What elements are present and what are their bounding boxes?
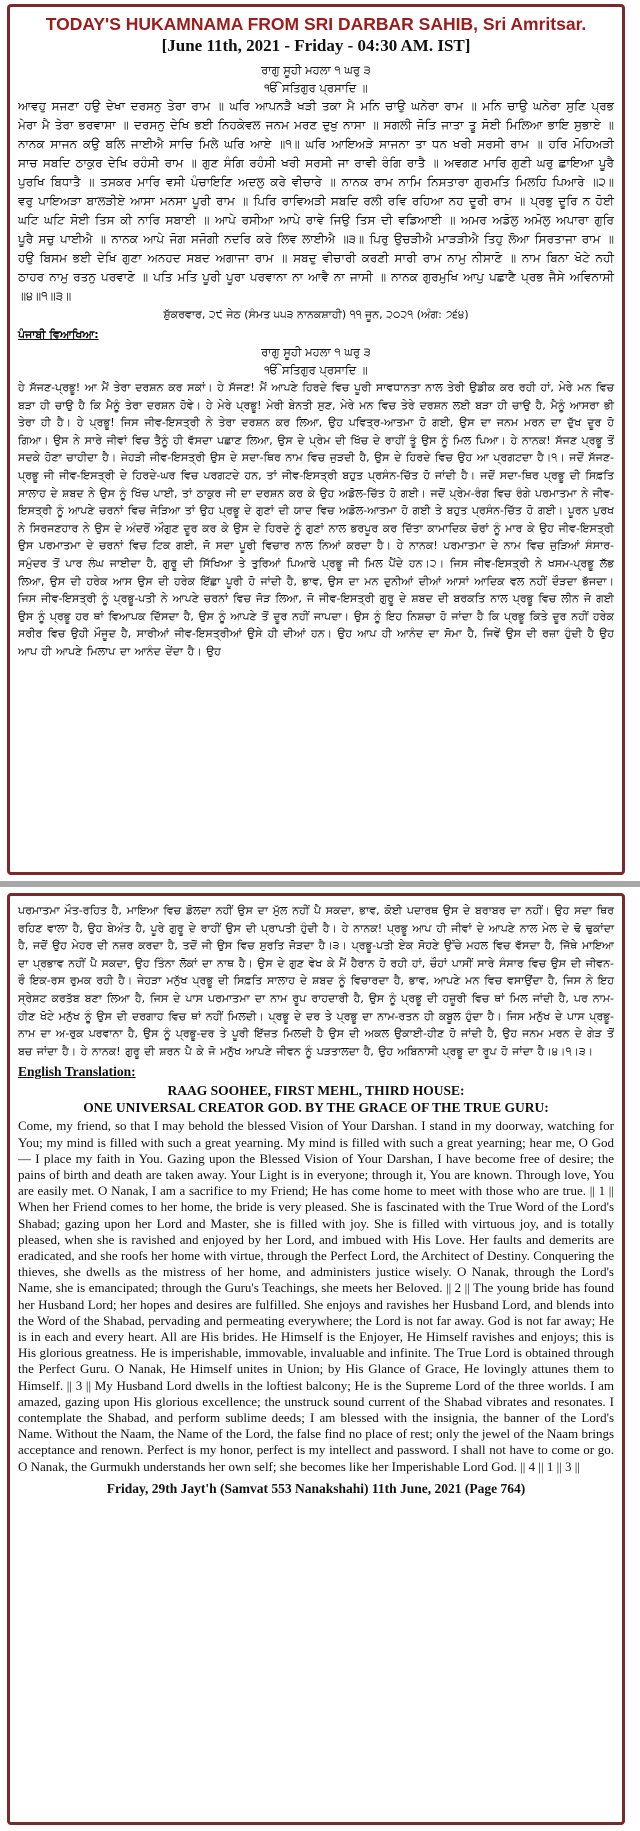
english-raag-heading: RAAG SOOHEE, FIRST MEHL, THIRD HOUSE: <box>167 1083 465 1099</box>
english-mool-heading: ONE UNIVERSAL CREATOR GOD. BY THE GRACE OF THE TRUE GURU: <box>83 1100 549 1116</box>
english-translation-text: Come, my friend, so that I may behold the blessed Vision of Your Darshan. I stand in my doorway, watching for You; my mind is filled with such a great yearning. My mind is filled with such a great yearning; hear me, O God — I place my faith in You. Gazing upon the Blessed Vision of Your Darshan, I have become free of desire; the pains of birth and death are taken away. Your Light is in everyone; through it, You are known. Through love, You are easily met. O Nanak, I am a sacrifice to my Friend; He has come home to meet with those who are true. || 1 || When her Friend comes to her home, the bride is very pleased. She is fascinated with the True Word of the Lord's Shabad; gazing upon her Lord and Master, she is filled with joy. She is filled with virtuous joy, and is totally pleased, when she is ravished and enjoyed by her Lord, and imbued with His Love. Her faults and demerits are eradicated, and she roofs her home with virtue, through the Perfect Lord, the Architect of Destiny. Conquering the thieves, she dwells as the mistress of her home, and administers justice wisely. O Nanak, through the Lord's Name, she is emancipated; through the Guru's Teachings, she meets her Beloved. || 2 || The young bride has found her Husband Lord; her hopes and desires are fulfilled. She enjoys and ravishes her Husband Lord, and blends into the Word of the Shabad, pervading and permeating everywhere; the Lord is not far away. God is not far away; He is in each and every heart. All are His brides. He Himself is the Enjoyer, He Himself ravishes and enjoys; this is His glorious greatness. He is imperishable, immovable, invaluable and infinite. The True Lord is obtained through the Perfect Guru. O Nanak, He Himself unites in Union; by His Glance of Grace, He lovingly attunes them to Himself. || 3 || My Husband Lord dwells in the loftiest balcony; He is the Supreme Lord of the three worlds. I am amazed, gazing upon His glorious excellence; the unstruck sound current of the Shabad vibrates and resonates. I contemplate the Shabad, and perform sublime deeds; I am blessed with the insignia, the banner of the Lord's Name. Without the Naam, the Name of the Lord, the false find no place of rest; only the jewel of the Naam brings acceptance and renown. Perfect is my honor, perfect is my intellect and password. I shall not have to come or go. O Nanak, the Gurmukh understands her own self; she becomes like her Imperishable Lord God. || 4 || 1 || 3 || <box>18 1118 614 1474</box>
raag-heading: ਰਾਗੁ ਸੂਹੀ ਮਹਲਾ ੧ ਘਰੁ ੩ <box>261 63 371 77</box>
hukamnama-panel-top <box>7 4 625 875</box>
punjabi-raag-heading: ਰਾਗੁ ਸੂਹੀ ਮਹਲਾ ੧ ਘਰੁ ੩ <box>261 345 371 359</box>
punjabi-explanation-part2: ਪਰਮਾਤਮਾ ਮੌਤ-ਰਹਿਤ ਹੈ, ਮਾਇਆ ਵਿਚ ਡੋਲਦਾ ਨਹੀਂ ਉਸ ਦਾ ਮੁੱਲ ਨਹੀਂ ਪੈ ਸਕਦਾ, ਭਾਵ, ਕੋਈ ਪਦਾਰਥ ਉਸ ਦੇ ਬਰਾਬਰ ਦਾ ਨਹੀਂ। ਉਹ ਸਦਾ ਥਿਰ ਰਹਿਣ ਵਾਲਾ ਹੈ, ਉਹ ਬੇਅੰਤ ਹੈ, ਪੂਰੇ ਗੁਰੂ ਦੇ ਰਾਹੀਂ ਉਸ ਦੀ ਪ੍ਰਾਪਤੀ ਹੁੰਦੀ ਹੈ। ਹੇ ਨਾਨਕ! ਪ੍ਰਭੂ ਆਪ ਹੀ ਜੀਵਾਂ ਦੇ ਆਪਣੇ ਨਾਲ ਮੇਲ ਦੇ ਢੋ ਢੁਕਾਂਦਾ ਹੈ, ਜਦੋਂ ਉਹ ਮੇਹਰ ਦੀ ਨਜ਼ਰ ਕਰਦਾ ਹੈ, ਤਦੋਂ ਜੀ ਉਸ ਵਿਚ ਸੁਰਤਿ ਜੋੜਦਾ ਹੈ।੩। ਪ੍ਰਭੂ-ਪਤੀ ਏਕ ਸੋਹਣੇ ਉੱਚੇ ਮਹਲ ਵਿਚ ਵੱਸਦਾ ਹੈ, ਜਿੱਥੇ ਮਾਇਆ ਦਾ ਪ੍ਰਭਾਵ ਨਹੀਂ ਪੈ ਸਕਦਾ, ਉਹ ਤਿੰਨਾ ਲੋਕਾਂ ਦਾ ਨਾਥ ਹੈ। ਉਸ ਦੇ ਗੁਣ ਵੇਖ ਕੇ ਮੈਂ ਹੈਰਾਨ ਹੋ ਰਹੀ ਹਾਂ, ਚੌਹਾਂ ਪਾਸੀਂ ਸਾਰੇ ਸੰਸਾਰ ਵਿਚ ਉਸ ਦੀ ਜੀਵਨ-ਰੌ ਇਕ-ਰਸ ਰੁਮਕ ਰਹੀ ਹੈ। ਜੇਹੜਾ ਮਨੁੱਖ ਪ੍ਰਭੂ ਦੀ ਸਿਫ਼ਤਿ ਸਾਲਾਹ ਦੇ ਸ਼ਬਦ ਨੂੰ ਵਿਚਾਰਦਾ ਹੈ, ਭਾਵ, ਆਪਣੇ ਮਨ ਵਿਚ ਵਸਾਉਂਦਾ ਹੈ, ਜਿਸ ਨੇ ਇਹ ਸ੍ਰੇਸ਼ਟ ਕਰਤੱਬ ਬਣਾ ਲਿਆ ਹੈ, ਜਿਸ ਦੇ ਪਾਸ ਪਰਮਾਤਮਾ ਦਾ ਨਾਮ ਰੂਪ ਰਾਹਦਾਰੀ ਹੈ, ਉਸ ਨੂੰ ਪ੍ਰਭੂ ਦੀ ਹਜ਼ੂਰੀ ਵਿਚ ਥਾਂ ਮਿਲ ਜਾਂਦੀ ਹੈ, ਪਰ ਨਾਮ-ਹੀਣ ਖੋਟੇ ਮਨੁੱਖ ਨੂੰ ਉਸ ਦੀ ਦਰਗਾਹ ਵਿਚ ਥਾਂ ਨਹੀਂ ਮਿਲਦੀ। ਪ੍ਰਭੂ ਦੇ ਦਰ ਤੇ ਪ੍ਰਭੂ ਦਾ ਨਾਮ-ਰਤਨ ਹੀ ਕਬੂਲ ਹੁੰਦਾ ਹੈ। ਜਿਸ ਮਨੁੱਖ ਦੇ ਪਾਸ ਪ੍ਰਭੂ-ਨਾਮ ਦਾ ਅ-ਰੁਕ ਪਰਵਾਨਾ ਹੈ, ਉਸ ਨੂੰ ਪ੍ਰਭੂ-ਦਰ ਤੇ ਪੂਰੀ ਇੱਜ਼ਤ ਮਿਲਦੀ ਹੈ ਉਸ ਦੀ ਅਕਲ ਉਕਾਈ-ਹੀਣ ਹੋ ਜਾਂਦੀ ਹੈ, ਉਹ ਜਨਮ ਮਰਨ ਦੇ ਗੇੜ ਤੋਂ ਬਚ ਜਾਂਦਾ ਹੈ। ਹੇ ਨਾਨਕ! ਗੁਰੂ ਦੀ ਸ਼ਰਨ ਪੈ ਕੇ ਜੋ ਮਨੁੱਖ ਆਪਣੇ ਜੀਵਨ ਨੂੰ ਪੜਤਾਲਦਾ ਹੈ, ਉਹ ਅਬਿਨਾਸੀ ਪ੍ਰਭੂ ਦਾ ਰੂਪ ਹੋ ਜਾਂਦਾ ਹੈ।੪।੧।੩। <box>18 904 614 1058</box>
punjabi-mool-heading: ੴ ਸਤਿਗੁਰ ਪ੍ਰਸਾਦਿ ॥ <box>264 363 368 377</box>
gurbani-text: ਆਵਹੁ ਸਜਣਾ ਹਉ ਦੇਖਾ ਦਰਸਨੁ ਤੇਰਾ ਰਾਮ ॥ ਘਰਿ ਆਪਨੜੈ ਖੜੀ ਤਕਾ ਮੈ ਮਨਿ ਚਾਉ ਘਨੇਰਾ ਰਾਮ ॥ ਮਨਿ ਚਾਉ ਘਨੇਰਾ ਸੁਣਿ ਪ੍ਰਭ ਮੇਰਾ ਮੈ ਤੇਰਾ ਭਰਵਾਸਾ ॥ ਦਰਸਨੁ ਦੇਖਿ ਭਈ ਨਿਹਕੇਵਲ ਜਨਮ ਮਰਣ ਦੁਖੁ ਨਾਸਾ ॥ ਸਗਲੀ ਜੋਤਿ ਜਾਤਾ ਤੂ ਸੋਈ ਮਿਲਿਆ ਭਾਇ ਸੁਭਾਏ ॥ ਨਾਨਕ ਸਾਜਨ ਕਉ ਬਲਿ ਜਾਈਐ ਸਾਚਿ ਮਿਲੇ ਘਰਿ ਆਏ ॥੧॥ ਘਰਿ ਆਇਅੜੇ ਸਾਜਨਾ ਤਾ ਧਨ ਖਰੀ ਸਰਸੀ ਰਾਮ ॥ ਹਰਿ ਮੋਹਿਅੜੀ ਸਾਚ ਸਬਦਿ ਠਾਕੁਰ ਦੇਖਿ ਰਹੰਸੀ ਰਾਮ ॥ ਗੁਣ ਸੰਗਿ ਰਹੰਸੀ ਖਰੀ ਸਰਸੀ ਜਾ ਰਾਵੀ ਰੰਗਿ ਰਾਤੈ ॥ ਅਵਗਣ ਮਾਰਿ ਗੁਣੀ ਘਰੁ ਛਾਇਆ ਪੂਰੈ ਪੁਰਖਿ ਬਿਧਾਤੈ ॥ ਤਸਕਰ ਮਾਰਿ ਵਸੀ ਪੰਚਾਇਣਿ ਅਦਲੁ ਕਰੇ ਵੀਚਾਰੇ ॥ ਨਾਨਕ ਰਾਮ ਨਾਮਿ ਨਿਸਤਾਰਾ ਗੁਰਮਤਿ ਮਿਲਹਿ ਪਿਆਰੇ ॥੨॥ ਵਰੁ ਪਾਇਅੜਾ ਬਾਲੜੀਏ ਆਸਾ ਮਨਸਾ ਪੂਰੀ ਰਾਮ ॥ ਪਿਰਿ ਰਾਵਿਅੜੀ ਸਬਦਿ ਰਲੀ ਰਵਿ ਰਹਿਆ ਨਹ ਦੂਰੀ ਰਾਮ ॥ ਪ੍ਰਭੁ ਦੂਰਿ ਨ ਹੋਈ ਘਟਿ ਘਟਿ ਸੋਈ ਤਿਸ ਕੀ ਨਾਰਿ ਸਬਾਈ ॥ ਆਪੇ ਰਸੀਆ ਆਪੇ ਰਾਵੇ ਜਿਉ ਤਿਸ ਦੀ ਵਡਿਆਈ ॥ ਅਮਰ ਅਡੋਲੁ ਅਮੋਲੁ ਅਪਾਰਾ ਗੁਰਿ ਪੂਰੈ ਸਚੁ ਪਾਈਐ ॥ ਨਾਨਕ ਆਪੇ ਜੋਗ ਸਜੋਗੀ ਨਦਰਿ ਕਰੇ ਲਿਵ ਲਾਈਐ ॥੩॥ ਪਿਰੁ ਉਚੜੀਐ ਮਾੜੜੀਐ ਤਿਹੁ ਲੋਆ ਸਿਰਤਾਜਾ ਰਾਮ ॥ ਹਉ ਬਿਸਮ ਭਈ ਦੇਖਿ ਗੁਣਾ ਅਨਹਦ ਸਬਦ ਅਗਾਜਾ ਰਾਮ ॥ ਸਬਦੁ ਵੀਚਾਰੀ ਕਰਣੀ ਸਾਰੀ ਰਾਮ ਨਾਮੁ ਨੀਸਾਣੋ ॥ ਨਾਮ ਬਿਨਾ ਖੋਟੇ ਨਹੀ ਠਾਹਰ ਨਾਮੁ ਰਤਨੁ ਪਰਵਾਣੋ ॥ ਪਤਿ ਮਤਿ ਪੂਰੀ ਪੂਰਾ ਪਰਵਾਨਾ ਨਾ ਆਵੈ ਨਾ ਜਾਸੀ ॥ ਨਾਨਕ ਗੁਰਮੁਖਿ ਆਪੁ ਪਛਾਣੈ ਪ੍ਰਭ ਜੈਸੇ ਅਵਿਨਾਸੀ ॥੪॥੧॥੩॥ <box>18 99 614 303</box>
punjabi-section-label: ਪੰਜਾਬੀ ਵਿਆਖਿਆ: <box>18 328 99 341</box>
date-heading: [June 11th, 2021 - Friday - 04:30 AM. IST] <box>161 36 471 55</box>
punjabi-explanation-part1: ਹੇ ਸੱਜਣ-ਪ੍ਰਭੂ! ਆ ਮੈਂ ਤੇਰਾ ਦਰਸ਼ਨ ਕਰ ਸਕਾਂ। ਹੇ ਸੱਜਣ! ਮੈਂ ਆਪਣੇ ਹਿਰਦੇ ਵਿਚ ਪੂਰੀ ਸਾਵਧਾਨਤਾ ਨਾਲ ਤੇਰੀ ਉਡੀਕ ਕਰ ਰਹੀ ਹਾਂ, ਮੇਰੇ ਮਨ ਵਿਚ ਬੜਾ ਹੀ ਚਾਉ ਹੈ ਕਿ ਮੈਨੂੰ ਤੇਰਾ ਦਰਸ਼ਨ ਹੋਵੇ। ਹੇ ਮੇਰੇ ਪ੍ਰਭੂ! ਮੇਰੀ ਬੇਨਤੀ ਸੁਣ, ਮੇਰੇ ਮਨ ਵਿਚ ਤੇਰੇ ਦਰਸ਼ਨ ਲਈ ਬੜਾ ਹੀ ਚਾਉ ਹੈ, ਮੈਨੂੰ ਆਸਰਾ ਭੀ ਤੇਰਾ ਹੀ ਹੈ। ਹੇ ਪ੍ਰਭੂ! ਜਿਸ ਜੀਵ-ਇਸਤ੍ਰੀ ਨੇ ਤੇਰਾ ਦਰਸ਼ਨ ਕਰ ਲਿਆ, ਉਹ ਪਵਿਤ੍ਰ-ਆਤਮਾ ਹੋ ਗਈ, ਉਸ ਦਾ ਜਨਮ ਮਰਨ ਦਾ ਦੁੱਖ ਦੂਰ ਹੋ ਗਿਆ। ਉਸ ਨੇ ਸਾਰੇ ਜੀਵਾਂ ਵਿਚ ਤੈਨੂੰ ਹੀ ਵੱਸਦਾ ਪਛਾਣ ਲਿਆ, ਉਸ ਦੇ ਪ੍ਰੇਮ ਦੀ ਖਿੱਚ ਦੇ ਰਾਹੀਂ ਤੂੰ ਉਸ ਨੂੰ ਮਿਲ ਪਿਆ। ਹੇ ਨਾਨਕ! ਸੱਜਣ ਪ੍ਰਭੂ ਤੋਂ ਸਦਕੇ ਹੋਣਾ ਚਾਹੀਦਾ ਹੈ। ਜੇਹੜੀ ਜੀਵ-ਇਸਤ੍ਰੀ ਉਸ ਦੇ ਸਦਾ-ਥਿਰ ਨਾਮ ਵਿਚ ਜੁੜਦੀ ਹੈ, ਉਸ ਦੇ ਹਿਰਦੇ ਵਿਚ ਉਹ ਆ ਪ੍ਰਗਟਦਾ ਹੈ।੧। ਜਦੋਂ ਸੱਜਣ-ਪ੍ਰਭੂ ਜੀ ਜੀਵ-ਇਸਤ੍ਰੀ ਦੇ ਹਿਰਦੇ-ਘਰ ਵਿਚ ਪਰਗਟਦੇ ਹਨ, ਤਾਂ ਜੀਵ-ਇਸਤ੍ਰੀ ਬਹੁਤ ਪ੍ਰਸੰਨ-ਚਿੱਤ ਹੋ ਜਾਂਦੀ ਹੈ। ਜਦੋਂ ਸਦਾ-ਥਿਰ ਪ੍ਰਭੂ ਦੀ ਸਿਫ਼ਤਿ ਸਾਲਾਹ ਦੇ ਸ਼ਬਦ ਨੇ ਉਸ ਨੂੰ ਖਿੱਚ ਪਾਈ, ਤਾਂ ਠਾਕੁਰ ਜੀ ਦਾ ਦਰਸ਼ਨ ਕਰ ਕੇ ਉਹ ਅਡੋਲ-ਚਿੱਤ ਹੋ ਗਈ। ਜਦੋਂ ਪ੍ਰੇਮ-ਰੰਗ ਵਿਚ ਰੰਗੇ ਪਰਮਾਤਮਾ ਨੇ ਜੀਵ-ਇਸਤ੍ਰੀ ਨੂੰ ਆਪਣੇ ਚਰਨਾਂ ਵਿਚ ਜੋੜਿਆ ਤਾਂ ਉਹ ਪ੍ਰਭੂ ਦੇ ਗੁਣਾਂ ਦੀ ਯਾਦ ਵਿਚ ਅਡੋਲ-ਆਤਮਾ ਹੋ ਗਈ ਤੇ ਬਹੁਤ ਪ੍ਰਸੰਨ-ਚਿੱਤ ਹੋ ਗਈ। ਪੂਰਨ ਪੁਰਖ ਨੇ ਸਿਰਜਣਹਾਰ ਨੇ ਉਸ ਦੇ ਅੰਦਰੋਂ ਔਗੁਣ ਦੂਰ ਕਰ ਕੇ ਉਸ ਦੇ ਹਿਰਦੇ ਨੂੰ ਗੁਣਾਂ ਨਾਲ ਭਰਪੂਰ ਕਰ ਦਿੱਤਾ ਕਾਮਾਦਿਕ ਚੋਰਾਂ ਨੂੰ ਮਾਰ ਕੇ ਉਹ ਜੀਵ-ਇਸਤ੍ਰੀ ਉਸ ਪਰਮਾਤਮਾ ਦੇ ਚਰਨਾਂ ਵਿਚ ਟਿਕ ਗਈ, ਜੋ ਸਦਾ ਪੂਰੀ ਵਿਚਾਰ ਨਾਲ ਨਿਆਂ ਕਰਦਾ ਹੈ। ਹੇ ਨਾਨਕ! ਪਰਮਾਤਮਾ ਦੇ ਨਾਮ ਵਿਚ ਜੁੜਿਆਂ ਸੰਸਾਰ-ਸਮੁੰਦਰ ਤੋਂ ਪਾਰ ਲੰਘ ਜਾਈਦਾ ਹੈ, ਗੁਰੂ ਦੀ ਸਿੱਖਿਆ ਤੇ ਤੁਰਿਆਂ ਪਿਆਰੇ ਪ੍ਰਭੂ ਜੀ ਮਿਲ ਪੈਂਦੇ ਹਨ।੨। ਜਿਸ ਜੀਵ-ਇਸਤ੍ਰੀ ਨੇ ਖਸਮ-ਪ੍ਰਭੂ ਲੱਭ ਲਿਆ, ਉਸ ਦੀ ਹਰੇਕ ਆਸ ਉਸ ਦੀ ਹਰੇਕ ਇੱਛਾ ਪੂਰੀ ਹੋ ਜਾਂਦੀ ਹੈ, ਭਾਵ, ਉਸ ਦਾ ਮਨ ਦੁਨੀਆਂ ਦੀਆਂ ਆਸਾਂ ਆਦਿਕ ਵਲ ਨਹੀਂ ਦੌੜਦਾ ਭੱਜਦਾ। ਜਿਸ ਜੀਵ-ਇਸਤ੍ਰੀ ਨੂੰ ਪ੍ਰਭੂ-ਪਤੀ ਨੇ ਆਪਣੇ ਚਰਨਾਂ ਵਿਚ ਜੋੜ ਲਿਆ, ਜੋ ਜੀਵ-ਇਸਤ੍ਰੀ ਗੁਰੂ ਦੇ ਸ਼ਬਦ ਦੀ ਬਰਕਤਿ ਨਾਲ ਪ੍ਰਭੂ ਵਿਚ ਲੀਨ ਜੋ ਗਈ ਉਸ ਨੂੰ ਪ੍ਰਭੂ ਹਰ ਥਾਂ ਵਿਆਪਕ ਦਿੱਸਦਾ ਹੈ, ਉਸ ਨੂੰ ਆਪਣੇ ਤੋਂ ਦੂਰ ਨਹੀਂ ਜਾਪਦਾ। ਉਸ ਨੂੰ ਇਹ ਨਿਸ਼ਚਾ ਹੋ ਜਾਂਦਾ ਹੈ ਕਿ ਪ੍ਰਭੂ ਕਿਤੇ ਦੂਰ ਨਹੀਂ ਹਰੇਕ ਸਰੀਰ ਵਿਚ ਉਹੀ ਮੌਜੂਦ ਹੈ, ਸਾਰੀਆਂ ਜੀਵ-ਇਸਤ੍ਰੀਆਂ ਉਸੇ ਹੀ ਦੀਆਂ ਹਨ। ਉਹ ਆਪ ਹੀ ਆਨੰਦ ਦਾ ਸੋਮਾ ਹੈ, ਜਿਵੇਂ ਉਸ ਦੀ ਰਜ਼ਾ ਹੁੰਦੀ ਹੈ ਉਹ ਆਪ ਹੀ ਆਪਣੇ ਮਿਲਾਪ ਦਾ ਆਨੰਦ ਦੇਂਦਾ ਹੈ। ਉਹ <box>18 381 614 658</box>
english-section-label: English Translation: <box>18 1064 136 1080</box>
mool-heading: ੴ ਸਤਿਗੁਰ ਪ੍ਰਸਾਦਿ ॥ <box>264 81 368 95</box>
hukamnama-panel-bottom <box>7 893 625 1825</box>
page-title: TODAY'S HUKAMNAMA FROM SRI DARBAR SAHIB, Sri Amritsar. <box>45 14 587 34</box>
english-dateline: Friday, 29th Jayt'h (Samvat 553 Nanakshahi) 11th June, 2021 (Page 764) <box>106 1480 526 1496</box>
gurmukhi-dateline: ਸ਼ੁੱਕਰਵਾਰ, ੨੯ ਜੇਠ (ਸੰਮਤ ੫੫੩ ਨਾਨਕਸ਼ਾਹੀ) ੧੧ ਜੂਨ, ੨੦੨੧ (ਅੰਗ: ੭੬੪) <box>163 308 469 321</box>
panel-divider <box>0 881 640 887</box>
